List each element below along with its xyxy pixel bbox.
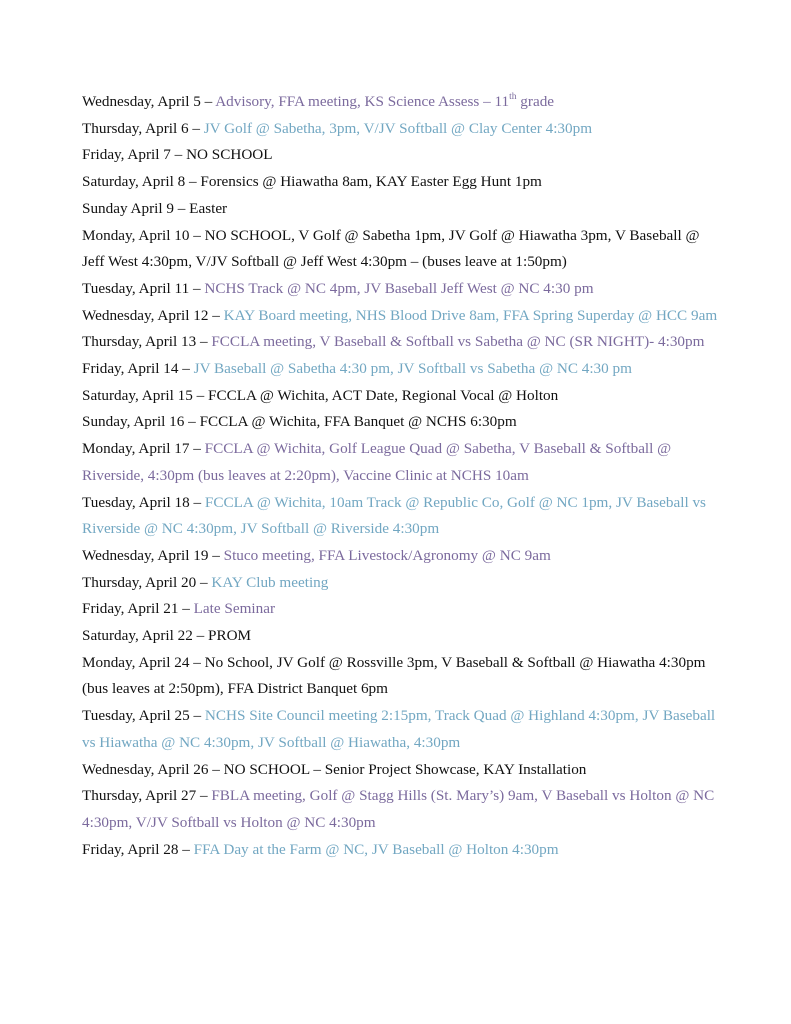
calendar-entry [82,837,722,864]
entry-events: FCCLA @ Wichita, ACT Date, Regional Vocal @ Holton [208,386,559,404]
entry-events: KAY Board meeting, NHS Blood Drive 8am, FFA Spring Superday @ HCC 9am [223,306,718,324]
calendar-entry [82,196,722,223]
entry-date: Tuesday, April 25 – [82,707,205,725]
calendar-entry [82,543,722,570]
entry-date: Thursday, April 27 – [82,787,212,805]
entry-events: Late Seminar [193,600,276,618]
calendar-entry [82,89,722,116]
entry-date: Thursday, April 6 – [82,119,204,137]
entry-date: Saturday, April 8 – [82,173,201,191]
entry-date: Tuesday, April 11 – [82,279,205,297]
entry-date: Wednesday, April 19 – [82,546,224,564]
calendar-entry [82,169,722,196]
calendar-entry [82,303,722,330]
entry-events: KAY Club meeting [211,573,329,591]
entry-date: Wednesday, April 26 – [82,760,224,778]
ordinal-suffix: th [509,91,517,102]
entry-events: JV Baseball @ Sabetha 4:30 pm, JV Softball vs Sabetha @ NC 4:30 pm [193,360,632,378]
entry-date: Sunday, April 16 – [82,413,200,431]
calendar-entry [82,650,722,703]
entry-events: NO SCHOOL, V Golf @ Sabetha 1pm, JV Golf @ Hiawatha 3pm, V Baseball @ Jeff West 4:30pm, V/JV Softball @ Jeff West 4:30pm – (buses leave at 1:50pm) [82,226,700,271]
calendar-entry [82,276,722,303]
entry-events: FCCLA @ Wichita, 10am Track @ Republic Co, Golf @ NC 1pm, JV Baseball vs Riverside @ NC 4:30pm, JV Softball @ Riverside 4:30pm [82,493,706,538]
calendar-entry [82,223,722,276]
entry-date: Friday, April 28 – [82,840,194,858]
entry-events: FCCLA @ Wichita, FFA Banquet @ NCHS 6:30pm [199,413,517,431]
entry-events: Stuco meeting, FFA Livestock/Agronomy @ NC 9am [223,546,551,564]
calendar-entry [82,356,722,383]
entry-events: No School, JV Golf @ Rossville 3pm, V Baseball & Softball @ Hiawatha 4:30pm (bus leaves at 2:50pm), FFA District Banquet 6pm [82,653,706,698]
entry-events: Advisory, FFA meeting, KS Science Assess – 11th grade [215,91,555,110]
entry-events: FCCLA meeting, V Baseball & Softball vs Sabetha @ NC (SR NIGHT)- 4:30pm [211,333,705,351]
entry-date: Wednesday, April 5 – [82,93,216,110]
entry-date: Saturday, April 22 – [82,627,208,645]
entry-date: Monday, April 24 – [82,653,205,671]
calendar-entry [82,436,722,489]
entry-date: Friday, April 21 – [82,600,194,618]
entry-events: FBLA meeting, Golf @ Stagg Hills (St. Mary’s) 9am, V Baseball vs Holton @ NC 4:30pm, V/JV Softball vs Holton @ NC 4:30pm [82,787,715,831]
calendar-entry [82,409,722,436]
entry-events: NCHS Site Council meeting 2:15pm, Track Quad @ Highland 4:30pm, JV Baseball vs Hiawatha @ NC 4:30pm, JV Softball @ Hiawatha, 4:30pm [82,707,716,751]
entry-events: Forensics @ Hiawatha 8am, KAY Easter Egg Hunt 1pm [200,173,542,191]
entry-events: NO SCHOOL [186,146,273,164]
entry-date: Thursday, April 13 – [82,333,212,351]
entry-date: Thursday, April 20 – [82,573,212,591]
calendar-entry [82,703,722,756]
entry-date: Friday, April 14 – [82,360,194,378]
calendar-entry [82,142,722,169]
entry-events: PROM [208,627,252,645]
calendar-entry [82,757,722,784]
entry-date: Tuesday, April 18 – [82,493,205,511]
entry-events: Easter [189,199,228,217]
calendar-entry [82,116,722,143]
entry-date: Friday, April 7 – [82,146,187,164]
entry-events: NCHS Track @ NC 4pm, JV Baseball Jeff West @ NC 4:30 pm [204,279,594,297]
calendar-entry [82,490,722,543]
entry-events: FCCLA @ Wichita, Golf League Quad @ Sabetha, V Baseball & Softball @ Riverside, 4:30pm (bus leaves at 2:20pm), Vaccine Clinic at NCHS 10am [82,440,672,484]
calendar-entry [82,570,722,597]
calendar-list [82,89,722,863]
calendar-entry [82,623,722,650]
calendar-entry [82,383,722,410]
entry-date: Monday, April 17 – [82,440,205,458]
entry-date: Saturday, April 15 – [82,386,208,404]
entry-events: FFA Day at the Farm @ NC, JV Baseball @ Holton 4:30pm [193,840,559,858]
calendar-entry [82,329,722,356]
entry-events: NO SCHOOL – Senior Project Showcase, KAY Installation [223,760,587,778]
calendar-entry [82,596,722,623]
entry-date: Monday, April 10 – [82,226,205,244]
entry-events: JV Golf @ Sabetha, 3pm, V/JV Softball @ Clay Center 4:30pm [203,119,593,137]
calendar-entry [82,783,722,836]
entry-date: Sunday April 9 – [82,199,190,217]
entry-date: Wednesday, April 12 – [82,306,224,324]
